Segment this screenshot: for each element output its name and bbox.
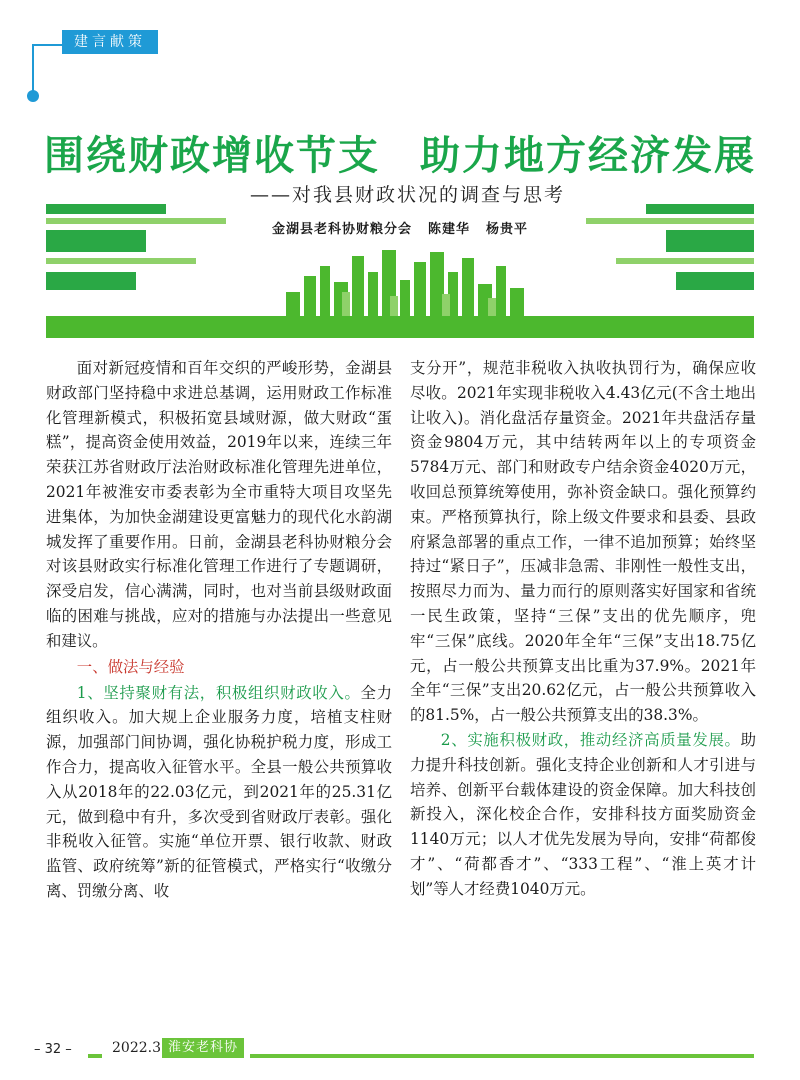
footer-bar-right <box>250 1054 754 1058</box>
title-part2: 助力地方经济发展 <box>420 133 756 179</box>
left-column <box>46 356 392 904</box>
subsection-1-paragraph <box>46 681 392 904</box>
continued-paragraph: 支分开”，规范非税收入执收执罚行为，确保应收尽收。2021年实现非税收入4.43亿元(不含土地出让收入)。消化盘活存量资金。2021年共盘活存量资金9804万元，其中结转两年以上的专项资金5784万元、部门和财政专户结余资金4020万元，收回总预算统筹使用，弥补资金缺口。强化预算约束。严格预算执行，除上级文件要求和县委、县政府紧急部署的重点工作，一律不追加预算；始终坚持过“紧日子”，压减非急需、非刚性一般性支出，按照尽力而为、量力而行的原则落实好国家和省统一民生政策，坚持“三保”支出的优先顺序，兜牢“三保”底线。2020年全年“三保”支出18.75亿元，占一般公共预算支出比重为37.9%。2021年全年“三保”支出20.62亿元，占一般公共预算收入的81.5%，占一般公共预算支出的38.3%。 <box>410 359 756 725</box>
issue-number: 2022.3 <box>112 1040 161 1056</box>
subsection-1-heading: 1、坚持聚财有法，积极组织财政收入。 <box>76 683 361 702</box>
tag-dot <box>27 90 39 102</box>
right-column <box>410 356 756 902</box>
footer-bar-left <box>88 1054 102 1058</box>
page-number: – 32 – <box>34 1042 72 1057</box>
page-title <box>0 124 800 181</box>
subsection-2-heading: 2、实施积极财政，推动经济高质量发展。 <box>440 730 741 749</box>
subtitle: ——对我县财政状况的调查与思考 <box>250 184 566 206</box>
subsection-2-paragraph <box>410 728 756 902</box>
banner-base <box>46 316 754 338</box>
section-heading-1: 一、做法与经验 <box>76 657 185 676</box>
authors-line <box>46 218 754 237</box>
tag-frame-left <box>32 44 34 94</box>
magazine-name: 淮安老科协 <box>162 1038 244 1058</box>
section-tag: 建言献策 <box>62 30 158 54</box>
title-part1: 围绕财政增收节支 <box>44 133 380 179</box>
author-org: 金湖县老科协财粮分会 <box>271 222 412 237</box>
intro-paragraph: 面对新冠疫情和百年交织的严峻形势，金湖县财政部门坚持稳中求进总基调，运用财政工作标准化管理新模式，积极拓宽县域财源，做大财政“蛋糕”，提高资金使用效益，2019年以来，连续三年荣获江苏省财政厅法治财政标准化管理先进单位，2021年被淮安市委表彰为全市重特大项目攻坚先进集体，为加快金湖建设更富魅力的现代化水韵湖城发挥了重要作用。日前，金湖县老科协财粮分会对该县财政实行标准化管理工作进行了专题调研，深受启发，信心满满，同时，也对当前县级财政面临的困难与挑战，应对的措施与办法提出一些意见和建议。 <box>46 359 392 650</box>
subsection-2-body: 助力提升科技创新。强化支持企业创新和人才引进与培养、创新平台载体建设的资金保障。加大科技创新投入，深化校企合作，安排科技方面奖励资金1140万元；以人才优先发展为导向，安排“荷都俊才”、“荷都香才”、“333工程”、“淮上英才计划”等人才经费1040万元。 <box>410 730 756 898</box>
subsection-1-body: 全力组织收入。加大规上企业服务力度，培植支柱财源，加强部门间协调，强化协税护税力度，形成工作合力，提高收入征管水平。全县一般公共预算收入从2018年的22.03亿元，到2021年的25.31亿元，做到稳中有升，多次受到省财政厅表彰。强化非税收入征管。实施“单位开票、银行收款、财政监管、政府统筹”新的征管模式，严格实行“收缴分离、罚缴分离、收 <box>46 683 392 900</box>
author-2: 杨贵平 <box>486 222 529 237</box>
header-banner <box>46 196 754 338</box>
author-1: 陈建华 <box>427 222 470 237</box>
